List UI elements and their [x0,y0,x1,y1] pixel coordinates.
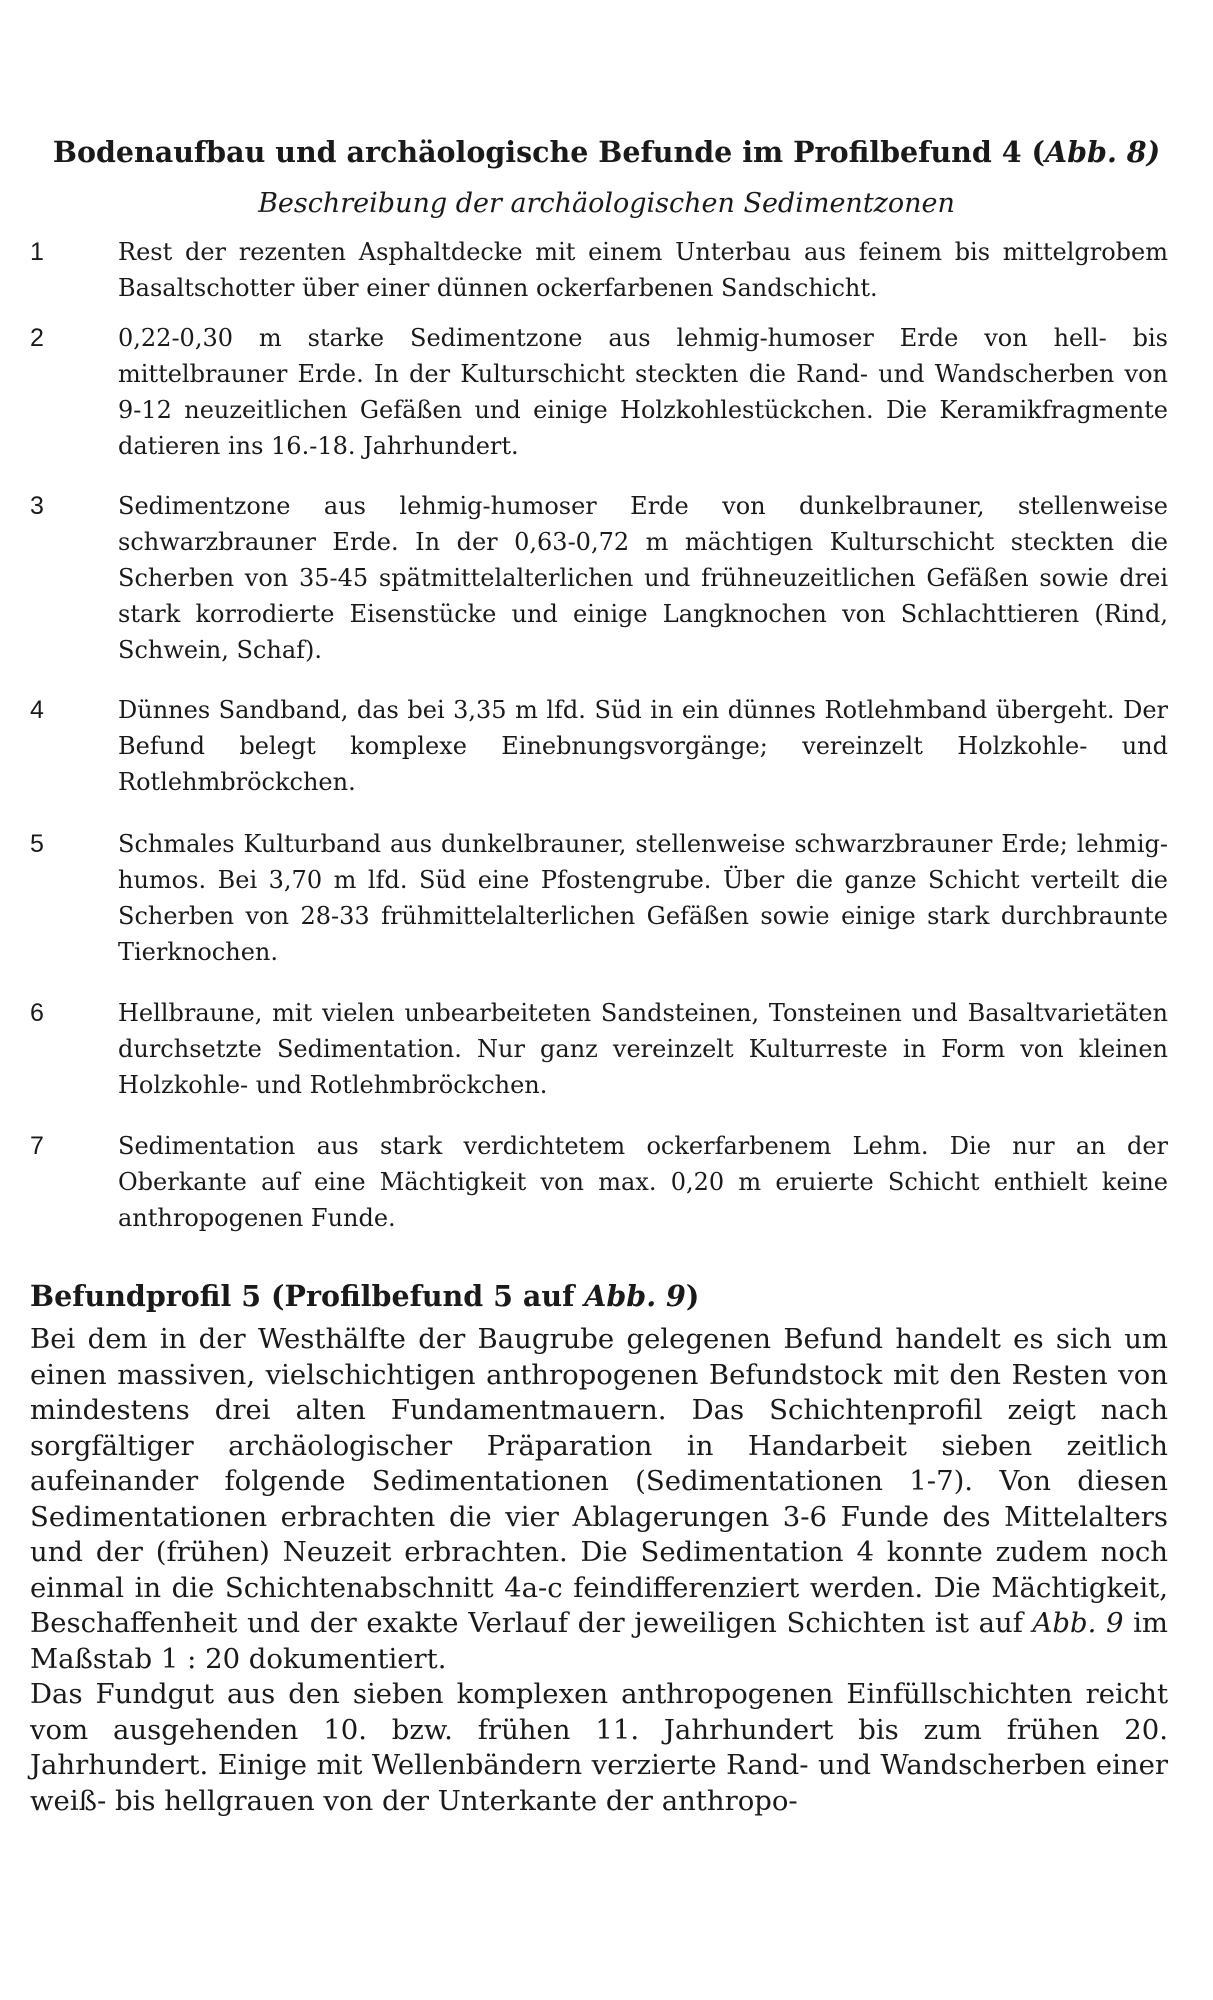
section-heading [0,132,1213,172]
section-title-figure-ref: Abb. 9 [584,1279,686,1313]
zone-description: Dünnes Sandband, das bei 3,35 m lfd. Süd in ein dünnes Rotlehmband übergeht. Der Befund belegt komplexe Einebnungsvorgänge; vereinzelt Holzkohle- und Rotlehmbröckchen. [118,696,1168,796]
heading-figure-ref: Abb. 8) [1044,135,1161,169]
section-title [30,1276,699,1316]
zone-number: 1 [30,238,44,266]
zone-number: 4 [30,696,44,724]
section-title-text: Befundprofil 5 (Profilbefund 5 auf [30,1279,585,1313]
paragraph-1-text-end: im Maßstab 1 : 20 dokumentiert. [30,1607,1168,1675]
zone-number: 3 [30,492,44,520]
zone-description: Hellbraune, mit vielen unbearbeiteten Sandsteinen, Tonsteinen und Basaltvarietäten durchsetzte Sedimentation. Nur ganz vereinzelt Kulturreste in Form von kleinen Holzkohle- und Rotlehmbröckchen. [118,999,1168,1099]
paragraph-1-figure-ref: Abb. 9 [1032,1607,1124,1639]
zone-number: 2 [30,324,44,352]
zone-description: Schmales Kulturband aus dunkelbrauner, stellenweise schwarzbrauner Erde; lehmig-humos. Bei 3,70 m lfd. Süd eine Pfostengrube. Über die ganze Schicht verteilt die Scherben von 28-33 frühmittelalterlichen Gefäßen sowie einige stark durchbraunte Tierknochen. [118,830,1168,966]
subtitle: Beschreibung der archäologischen Sedimentzonen [258,188,955,219]
zone-description: Rest der rezenten Asphaltdecke mit einem Unterbau aus feinem bis mittelgrobem Basaltschotter über einer dünnen ockerfarbenen Sandschicht. [118,238,1168,302]
zone-description: Sedimentzone aus lehmig-humoser Erde von dunkelbrauner, stellenweise schwarzbrauner Erde. In der 0,63-0,72 m mächtigen Kulturschicht steckten die Scherben von 35-45 spätmittelalterlichen und frühneuzeitlichen Gefäßen sowie drei stark korrodierte Eisenstücke und einige Langknochen von Schlachttieren (Rind, Schwein, Schaf). [118,492,1168,664]
zone-description: Sedimentation aus stark verdichtetem ockerfarbenem Lehm. Die nur an der Oberkante auf eine Mächtigkeit von max. 0,20 m eruierte Schicht enthielt keine anthropogenen Funde. [118,1132,1168,1232]
zone-description: 0,22-0,30 m starke Sedimentzone aus lehmig-humoser Erde von hell- bis mittelbrauner Erde. In der Kulturschicht steckten die Rand- und Wandscherben von 9-12 neuzeitlichen Gefäßen und einige Holzkohlestückchen. Die Keramikfragmente datieren ins 16.-18. Jahrhundert. [118,324,1168,460]
paragraph-2: Das Fundgut aus den sieben komplexen anthropogenen Einfüllschichten reicht vom ausgehenden 10. bzw. frühen 11. Jahrhundert bis zum frühen 20. Jahrhundert. Einige mit Wellenbändern verzierte Rand- und Wandscherben einer weiß- bis hellgrauen von der Unterkante der anthropo- [30,1678,1168,1817]
section-title-end: ) [685,1279,700,1313]
paragraph-1 [30,1322,1168,1677]
zone-number: 5 [30,830,44,858]
zone-number: 7 [30,1132,44,1160]
heading-text: Bodenaufbau und archäologische Befunde im Profilbefund 4 ( [52,135,1045,169]
paragraph-1-text: Bei dem in der Westhälfte der Baugrube gelegenen Befund handelt es sich um einen massiven, vielschichtigen anthropogenen Befundstock mit den Resten von mindestens drei alten Fundamentmauern. Das Schichtenprofil zeigt nach sorgfältiger archäologischer Präparation in Handarbeit sieben zeitlich aufeinander folgende Sedimentationen (Sedimentationen 1-7). Von diesen Sedimentationen erbrachten die vier Ablagerungen 3-6 Funde des Mittelalters und der (frühen) Neuzeit erbrachten. Die Sedimentation 4 konnte zudem noch einmal in die Schichtenabschnitt 4a-c feindifferenziert werden. Die Mächtigkeit, Beschaffenheit und der exakte Verlauf der jeweiligen Schichten ist auf [30,1323,1168,1639]
zone-number: 6 [30,999,44,1027]
